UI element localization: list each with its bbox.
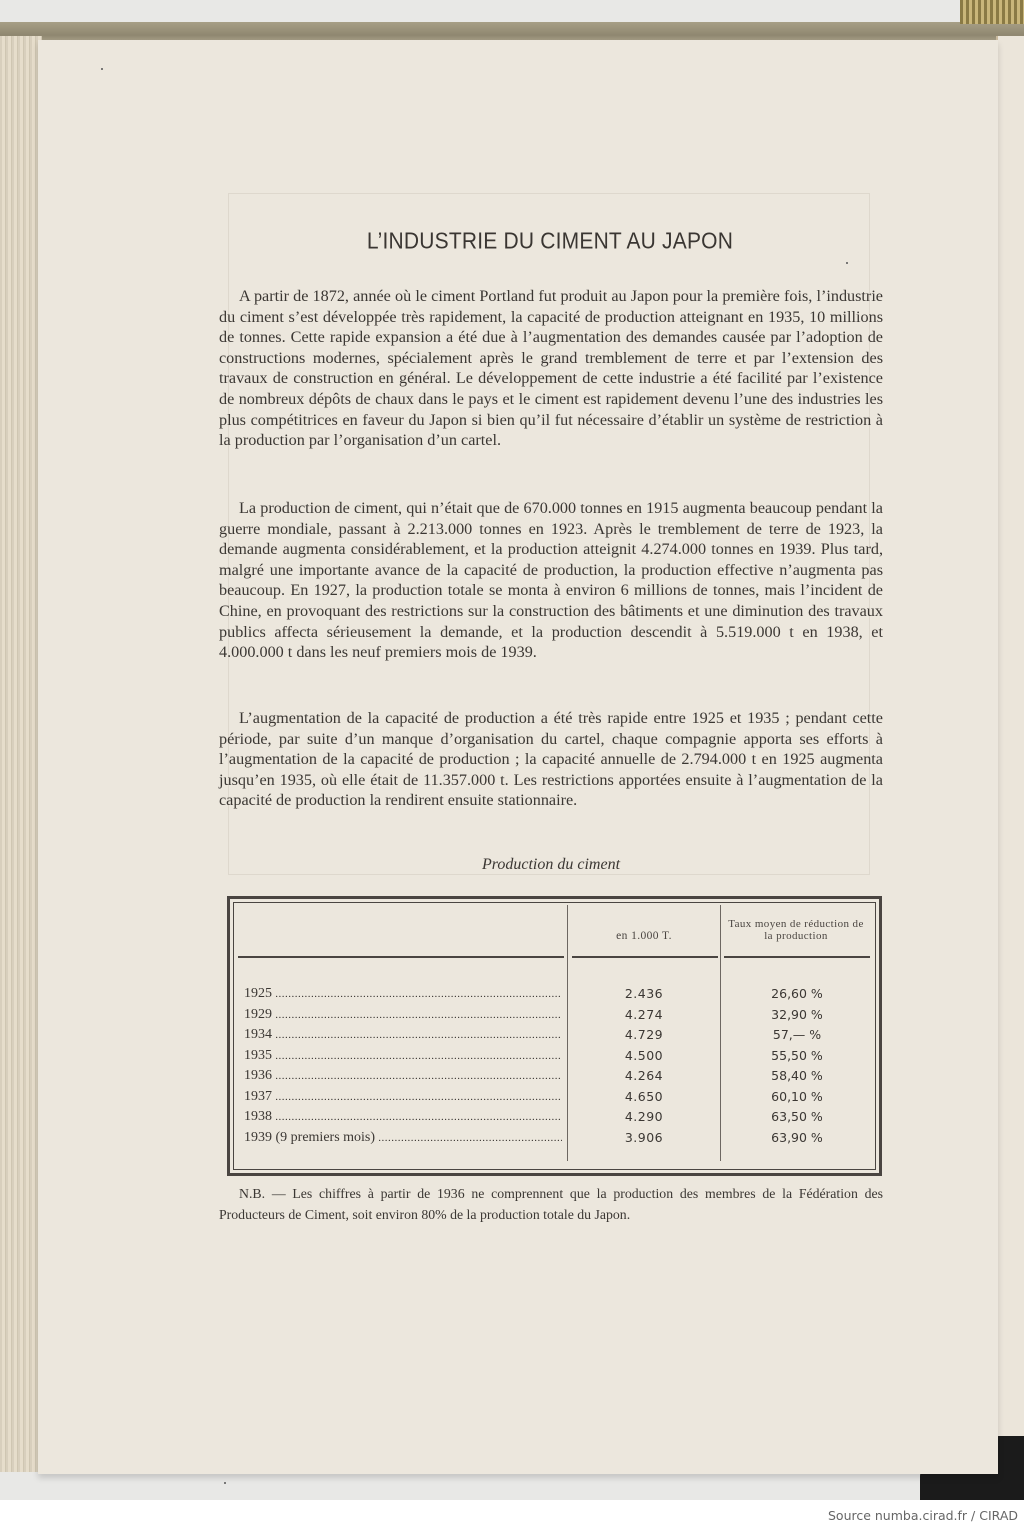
cell-production: 4.729 (624, 1027, 664, 1042)
table-row (230, 1068, 879, 1088)
footnote (219, 1184, 883, 1225)
book-binding-corner (960, 0, 1024, 24)
paragraph-text: L’augmentation de la capacité de production a été très rapide entre 1925 et 1935 ; pendant cette période, par suite d’un manque d’organisation du cartel, chaque compagnie apporta ses efforts à l’augmentation de la capacité de production ; la capacité annuelle de 2.794.000 t en 1925 augmenta jusqu’en 1935, où elle était de 11.357.000 t. Les restrictions apportées ensuite à l’augmentation de la capacité de production la rendirent ensuite stationnaire. (219, 709, 883, 810)
dust-speck (101, 68, 103, 70)
production-table (227, 896, 882, 1176)
cell-production: 4.264 (624, 1068, 664, 1083)
cell-production: 4.274 (624, 1006, 664, 1022)
cell-production: 4.500 (624, 1047, 664, 1063)
table-row (230, 1089, 879, 1109)
cell-rate: 26,60 % (771, 986, 823, 1001)
dust-speck (224, 1482, 226, 1484)
header-rule (724, 956, 870, 958)
table-row (230, 1007, 879, 1027)
footnote-text: N.B. — Les chiffres à partir de 1936 ne comprennent que la production des membres de la Fédération des Producteurs de Ciment, soit environ 80% de la production totale du Japon. (219, 1186, 883, 1222)
table-row (230, 1109, 879, 1129)
cell-production: 2.436 (624, 986, 664, 1001)
cell-rate: 60,10 % (771, 1088, 823, 1104)
header-rule (572, 956, 718, 958)
cell-rate: 63,90 % (771, 1129, 823, 1145)
cell-production: 4.290 (624, 1109, 664, 1124)
paragraph-3 (219, 708, 883, 811)
cell-rate: 57,— % (772, 1027, 822, 1042)
header-year (236, 905, 566, 955)
page-stack-edge (0, 36, 42, 1472)
header-reduction-rate: Taux moyen de réduction de la production (728, 918, 864, 942)
adjacent-page-edge (996, 36, 1024, 1476)
header-rule (238, 956, 564, 958)
cell-year: 1936 ..... (244, 1068, 562, 1084)
cell-rate: 58,40 % (771, 1068, 823, 1083)
paragraph-text: La production de ciment, qui n’était que de 670.000 tonnes en 1915 augmenta beaucoup pendant la guerre mondiale, passant à 2.213.000 tonnes en 1923. Après le tremblement de terre de 1923, la demande augmenta considérablement, et la production atteignit 4.274.000 tonnes en 1939. Plus tard, malgré une importante avance de la capacité de production, la production effective n’augmenta pas beaucoup. En 1927, la production totale se monta à environ 6 millions de tonnes, mais l’incident de Chine, en provoquant des restrictions sur la construction des bâtiments et une diminution des travaux publics affecta sérieusement la demande, et la production descendit à 5.519.000 t en 1938, et 4.000.000 t dans les neuf premiers mois de 1939. (219, 499, 883, 662)
cell-production: 3.906 (624, 1129, 664, 1145)
cell-year: 1934 ..... (244, 1027, 562, 1043)
table-row (230, 986, 879, 1006)
paragraph-2 (219, 498, 883, 663)
table-row (230, 1048, 879, 1068)
cell-rate: 32,90 % (771, 1006, 823, 1022)
table-row (230, 1130, 879, 1150)
table-row (230, 1027, 879, 1047)
cell-year: 1939 (9 premiers mois) ..... (244, 1130, 562, 1146)
table-caption: Production du ciment (481, 856, 621, 873)
paragraph-text: A partir de 1872, année où le ciment Portland fut produit au Japon pour la première fois, l’industrie du ciment s’est développée très rapidement, la capacité de production atteignant en 1935, 10 millions de tonnes. Cette rapide expansion a été due à l’augmentation des demandes causée par l’adoption de constructions modernes, spécialement après le grand tremblement de terre et par l’extension des travaux de construction en général. Le développement de cette industrie a été facilité par l’existence de nombreux dépôts de chaux dans le pays et le ciment est rapidement devenu l’une des industries les plus compétitrices en faveur du Japon si bien qu’il fut nécessaire d’établir un système de restriction à la production par l’organisation d’un cartel. (219, 287, 883, 450)
cell-rate: 63,50 % (771, 1109, 823, 1124)
page-title: L’INDUSTRIE DU CIMENT AU JAPON (366, 228, 734, 255)
cell-production: 4.650 (624, 1088, 664, 1104)
cell-rate: 55,50 % (771, 1047, 823, 1063)
source-credit: Source numba.cirad.fr / CIRAD (827, 1508, 1018, 1523)
cell-year: 1938 ..... (244, 1109, 562, 1125)
header-production: en 1.000 T. (616, 930, 672, 942)
cell-year: 1935 ..... (244, 1048, 562, 1064)
cell-year: 1929 ..... (244, 1007, 562, 1023)
cell-year: 1925 ..... (244, 986, 562, 1002)
paragraph-1 (219, 286, 883, 451)
dust-speck (846, 262, 848, 264)
cell-year: 1937 ..... (244, 1089, 562, 1105)
